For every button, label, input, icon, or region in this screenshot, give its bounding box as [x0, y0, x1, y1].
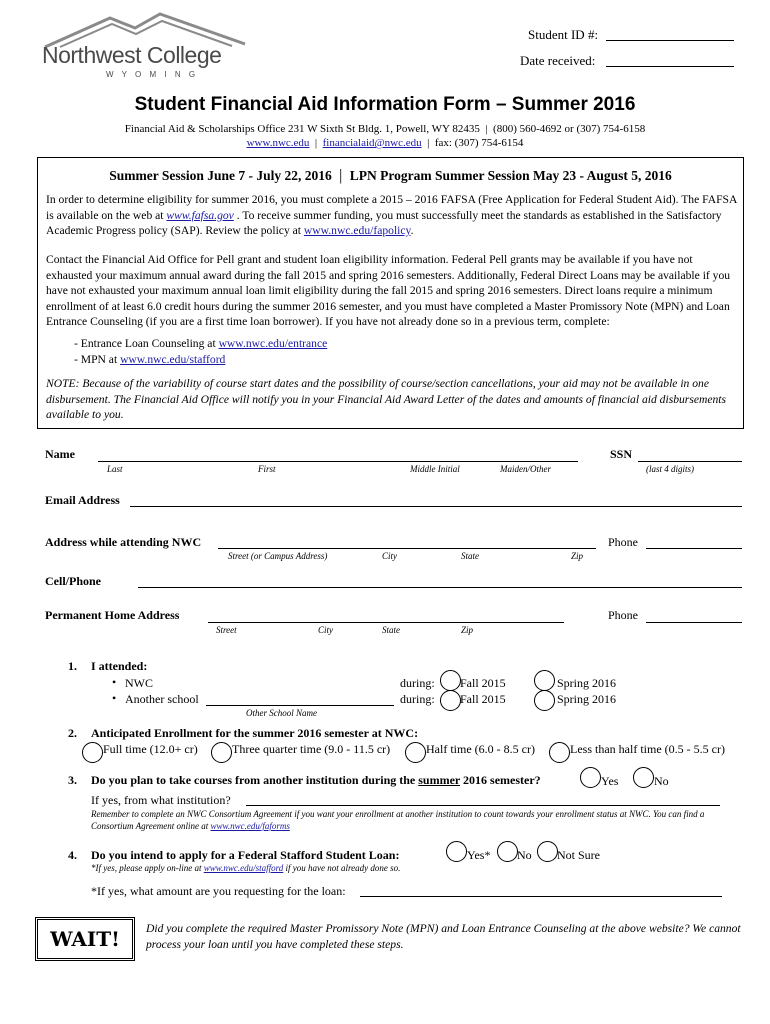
- q1-nwc-bullet: •: [112, 675, 117, 689]
- q1-other-bullet: •: [112, 691, 117, 705]
- other-spring-radio[interactable]: [534, 690, 555, 711]
- q2-label: Anticipated Enrollment for the summer 2016 semester at NWC:: [91, 726, 419, 740]
- eligibility-paragraph: [46, 192, 738, 239]
- para1-end: .: [410, 224, 414, 237]
- q4-number: 4.: [68, 848, 77, 862]
- q3-label: [91, 773, 541, 788]
- full-time-label: Full time (12.0+ cr): [103, 742, 198, 756]
- three-quarter-radio[interactable]: [211, 742, 232, 763]
- fafsa-link[interactable]: www.fafsa.gov: [166, 208, 234, 222]
- form-title: Student Financial Aid Information Form – Summer 2016: [134, 94, 636, 115]
- perm-cap-state: State: [382, 625, 400, 635]
- office-address: Financial Aid & Scholarships Office 231 W Sixth St Bldg. 1, Powell, WY 82435: [124, 123, 480, 135]
- name-cap-first: First: [258, 464, 276, 474]
- q3-label-b: 2016 semester?: [460, 773, 541, 787]
- ssn-field[interactable]: [638, 461, 742, 462]
- q1-label: I attended:: [91, 659, 148, 673]
- q1-nwc-label: NWC: [125, 676, 153, 690]
- ssn-label: SSN: [610, 447, 633, 461]
- date-received-label: Date received:: [520, 53, 596, 68]
- loan-amount-field[interactable]: [360, 896, 722, 897]
- nwc-fall-label: Fall 2015: [460, 676, 506, 690]
- divider: |: [482, 123, 491, 135]
- less-than-half-label: Less than half time (0.5 - 5.5 cr): [570, 742, 725, 756]
- session-heading-left: Summer Session June 7 - July 22, 2016: [109, 168, 332, 183]
- q3-no-radio[interactable]: [633, 767, 654, 788]
- address-field[interactable]: [218, 548, 596, 549]
- student-id-label: Student ID #:: [528, 27, 599, 42]
- q1-during-1: during:: [400, 676, 435, 690]
- perm-phone-label: Phone: [608, 608, 638, 622]
- entrance-link[interactable]: www.nwc.edu/entrance: [218, 337, 328, 350]
- cell-field[interactable]: [138, 587, 742, 588]
- disbursement-note: NOTE: Because of the variability of course start dates and the possibility of course/section cancellations, your aid may not be available in one disbursement. The Financial Aid Office will notify you in your Financial Aid Award Letter of the dates and amounts of financial aid disbursements available to you.: [46, 377, 727, 421]
- consortium-reminder: [91, 808, 739, 832]
- q3-yes-radio[interactable]: [580, 767, 601, 788]
- half-time-radio[interactable]: [405, 742, 426, 763]
- wait-message: Did you complete the required Master Promissory Note (MPN) and Loan Entrance Counseling at the above website? We cannot process your loan until you have completed these steps.: [146, 922, 741, 951]
- date-received-field[interactable]: [606, 66, 734, 67]
- q4-note: [91, 863, 400, 873]
- q4-yes-radio[interactable]: [446, 841, 467, 862]
- address-cap-state: State: [461, 551, 479, 561]
- phone-field[interactable]: [646, 548, 742, 549]
- address-cap-zip: Zip: [571, 551, 584, 561]
- list-item: - MPN at www.nwc.edu/stafford: [74, 352, 226, 366]
- website-link[interactable]: www.nwc.edu: [246, 137, 310, 149]
- other-institution-field[interactable]: [246, 805, 720, 806]
- q4-stafford-link[interactable]: www.nwc.edu/stafford: [203, 863, 284, 873]
- email-label: Email Address: [45, 493, 120, 507]
- q4-amount-label: *If yes, what amount are you requesting for the loan:: [91, 884, 346, 898]
- q4-notsure-radio[interactable]: [537, 841, 558, 862]
- less-than-half-radio[interactable]: [549, 742, 570, 763]
- info-box: [37, 157, 744, 429]
- phone-label: Phone: [608, 535, 638, 549]
- ssn-cap: (last 4 digits): [646, 464, 695, 474]
- perm-cap-street: Street: [216, 625, 237, 635]
- wait-badge: [35, 917, 135, 961]
- perm-cap-zip: Zip: [461, 625, 474, 635]
- list-item-text: Entrance Loan Counseling at: [80, 337, 219, 350]
- q1-during-2: during:: [400, 692, 435, 706]
- perm-cap-city: City: [318, 625, 333, 635]
- session-heading-right: LPN Program Summer Session May 23 - August 5, 2016: [349, 168, 672, 183]
- other-fall-label: Fall 2015: [460, 692, 506, 706]
- q1-number: 1.: [68, 659, 77, 673]
- name-label: Name: [45, 447, 75, 461]
- fapolicy-link[interactable]: www.nwc.edu/fapolicy: [303, 224, 411, 237]
- reminder-text: Remember to complete an NWC Consortium Agreement if you want your enrollment at another institution to count towards your enrollment status at NWC. You can find a Consortium Agreement online at: [91, 809, 705, 831]
- address-label: Address while attending NWC: [45, 535, 202, 549]
- nwc-spring-label: Spring 2016: [557, 676, 617, 690]
- full-time-radio[interactable]: [82, 742, 103, 763]
- perm-phone-field[interactable]: [646, 622, 742, 623]
- logo-name: Northwest College: [42, 42, 222, 68]
- stafford-link[interactable]: www.nwc.edu/stafford: [120, 352, 226, 366]
- list-item-text: MPN at: [80, 352, 121, 366]
- divider: |: [312, 137, 320, 149]
- email-link[interactable]: financialaid@nwc.edu: [322, 137, 422, 149]
- perm-address-field[interactable]: [208, 622, 564, 623]
- q3-no-label: No: [654, 774, 669, 788]
- q4-yes-label: Yes*: [467, 848, 491, 862]
- q3-label-u: summer: [418, 773, 461, 787]
- name-cap-middle: Middle Initial: [410, 464, 460, 474]
- address-cap-city: City: [382, 551, 397, 561]
- nwc-fall-radio[interactable]: [440, 670, 461, 691]
- q3-yes-label: Yes: [601, 774, 619, 788]
- contact-line-2: [0, 137, 770, 149]
- other-spring-label: Spring 2016: [557, 692, 617, 706]
- q3-label-a: Do you plan to take courses from another institution during the: [91, 773, 419, 787]
- other-fall-radio[interactable]: [440, 690, 461, 711]
- half-time-label: Half time (6.0 - 8.5 cr): [426, 742, 535, 756]
- q3-ifyes-label: If yes, from what institution?: [91, 793, 231, 807]
- para1-text: In order to determine eligibility for summer 2016, you must complete a 2015 – 2016 FAFSA (Free Application for Federal Student Aid). The FAFSA is available on the web at: [46, 193, 737, 222]
- student-id-field[interactable]: [606, 40, 734, 41]
- office-phones: (800) 560-4692 or (307) 754-6158: [493, 123, 646, 135]
- faforms-link[interactable]: www.nwc.edu/faforms: [210, 821, 290, 831]
- three-quarter-label: Three quarter time (9.0 - 11.5 cr): [232, 742, 391, 756]
- q4-note-text-2: if you have not already done so.: [283, 863, 401, 873]
- session-heading: [38, 167, 743, 185]
- divider: |: [335, 167, 347, 184]
- pell-paragraph: Contact the Financial Aid Office for Pell grant and student loan eligibility information. Federal Pell grants may be available if you have not exhausted your maximum annual award during the fall 2015 and spring 2016 semesters. Additionally, Federal Direct Loans may be available if you have not exhausted your maximum annual loan limit eligibility during the fall 2015 and spring 2016 semesters. Direct loans require a minimum enrollment of at least 6.0 credit hours during the summer 2016 semester, and you must have completed a Master Promissory Note (MPN) and Loan Entrance Counseling (if you are a first time loan borrower). If you have not already done so in a previous term, complete:: [46, 253, 731, 328]
- para1-text-2: . To receive summer funding, you must successfully meet the standards as established in the Satisfactory Academic Progress policy (SAP). Review the policy at: [46, 208, 722, 237]
- cell-label: Cell/Phone: [45, 574, 101, 588]
- q4-note-text: *If yes, please apply on-line at: [91, 863, 204, 873]
- q4-label: Do you intend to apply for a Federal Stafford Student Loan:: [91, 848, 400, 862]
- other-school-cap: Other School Name: [246, 708, 317, 718]
- logo-state: W Y O M I N G: [106, 70, 199, 79]
- contact-line-1: [0, 123, 770, 135]
- divider: |: [424, 137, 433, 149]
- q4-notsure-label: Not Sure: [557, 848, 600, 862]
- perm-address-label: Permanent Home Address: [45, 608, 180, 622]
- college-logo: [40, 10, 255, 82]
- list-item: - Entrance Loan Counseling at www.nwc.edu/entrance: [74, 337, 328, 350]
- q2-number: 2.: [68, 726, 77, 740]
- fax-number: fax: (307) 754-6154: [434, 137, 524, 149]
- nwc-spring-radio[interactable]: [534, 670, 555, 691]
- q3-number: 3.: [68, 773, 77, 787]
- loan-steps-list: [74, 336, 327, 367]
- name-cap-last: Last: [107, 464, 123, 474]
- q4-no-label: No: [517, 848, 532, 862]
- wait-label: WAIT!: [50, 927, 120, 951]
- other-school-field[interactable]: [206, 705, 394, 706]
- name-cap-maiden: Maiden/Other: [500, 464, 551, 474]
- email-field[interactable]: [130, 506, 742, 507]
- q4-no-radio[interactable]: [497, 841, 518, 862]
- q1-other-label: Another school: [125, 692, 199, 706]
- address-cap-street: Street (or Campus Address): [228, 551, 328, 561]
- name-field[interactable]: [98, 461, 578, 462]
